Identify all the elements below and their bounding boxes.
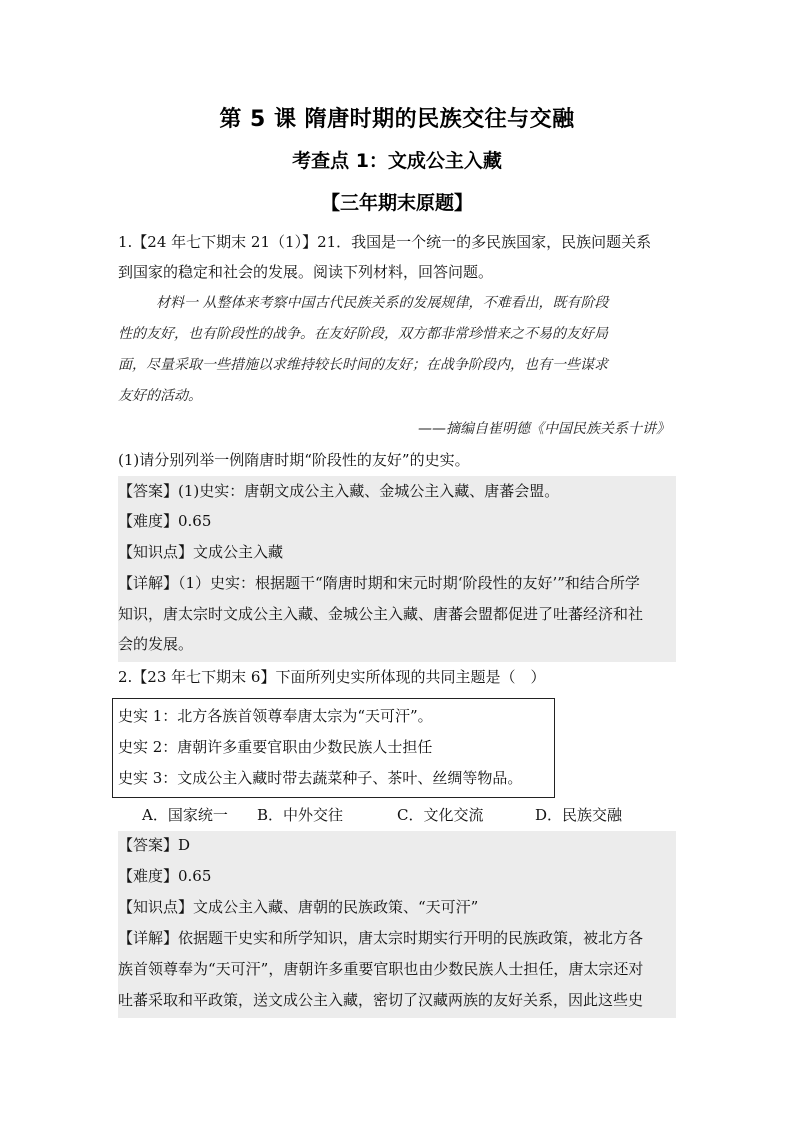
q1-detail-line-1: 【详解】（1）史实：根据题干“隋唐时期和宋元时期‘阶段性的友好’”和结合所学 — [118, 574, 640, 592]
lesson-title: 第 5 课 隋唐时期的民族交往与交融 — [219, 107, 575, 132]
q2-difficulty: 【难度】0.65 — [118, 867, 212, 885]
material-line-1: 材料一 从整体来考察中国古代民族关系的发展规律，不难看出，既有阶段 — [156, 295, 609, 311]
q1-detail-line-3: 会的发展。 — [118, 635, 194, 653]
q2-knowledge-point: 【知识点】文成公主入藏、唐朝的民族政策、“天可汗” — [118, 898, 479, 916]
q2-option-c: C．文化交流 — [397, 806, 484, 824]
q2-option-a: A．国家统一 — [142, 806, 228, 824]
material-line-3: 面，尽量采取一些措施以求维持较长时间的友好；在战争阶段内，也有一些谋求 — [118, 357, 608, 373]
exam-point-title: 考查点 1：文成公主入藏 — [292, 150, 502, 172]
q2-detail-line-1: 【详解】依据题干史实和所学知识，唐太宗时期实行开明的民族政策，被北方各 — [118, 929, 644, 947]
q2-option-b: B．中外交往 — [257, 806, 344, 824]
q1-answer: 【答案】(1)史实：唐朝文成公主入藏、金城公主入藏、唐蕃会盟。 — [118, 482, 560, 500]
material-line-2: 性的友好，也有阶段性的战争。在友好阶段，双方都非常珍惜来之不易的友好局 — [118, 326, 608, 342]
q1-sub-question: (1)请分别列举一例隋唐时期“阶段性的友好”的史实。 — [118, 451, 470, 469]
q1-detail-line-2: 知识，唐太宗时文成公主入藏、金城公主入藏、唐蕃会盟都促进了吐蕃经济和社 — [118, 605, 644, 623]
q2-stem: 2.【23 年七下期末 6】下面所列史实所体现的共同主题是（ ） — [118, 668, 546, 686]
q1-stem-line-2: 到国家的稳定和社会的发展。阅读下列材料，回答问题。 — [118, 263, 494, 281]
q1-difficulty: 【难度】0.65 — [118, 512, 212, 530]
q1-stem-line-1: 1.【24 年七下期末 21（1）】21．我国是一个统一的多民族国家，民族问题关系 — [118, 233, 652, 251]
q2-detail-line-3: 吐蕃采取和平政策，送文成公主入藏，密切了汉藏两族的友好关系，因此这些史 — [118, 991, 644, 1009]
q2-detail-line-2: 族首领尊奉为“天可汗”，唐朝许多重要官职也由少数民族人士担任，唐太宗还对 — [118, 960, 644, 978]
q2-fact-3: 史实 3：文成公主入藏时带去蔬菜种子、茶叶、丝绸等物品。 — [118, 769, 523, 787]
q2-option-d: D．民族交融 — [535, 806, 623, 824]
q2-fact-2: 史实 2：唐朝许多重要官职由少数民族人士担任 — [118, 738, 433, 756]
material-source: ——摘编自崔明德《中国民族关系十讲》 — [418, 421, 670, 437]
material-line-4: 友好的活动。 — [118, 388, 202, 404]
section-heading: 【三年期末原题】 — [320, 192, 473, 214]
q2-fact-1: 史实 1：北方各族首领尊奉唐太宗为“天可汗”。 — [118, 707, 433, 725]
q2-answer: 【答案】D — [118, 836, 191, 854]
q1-knowledge-point: 【知识点】文成公主入藏 — [118, 543, 284, 561]
